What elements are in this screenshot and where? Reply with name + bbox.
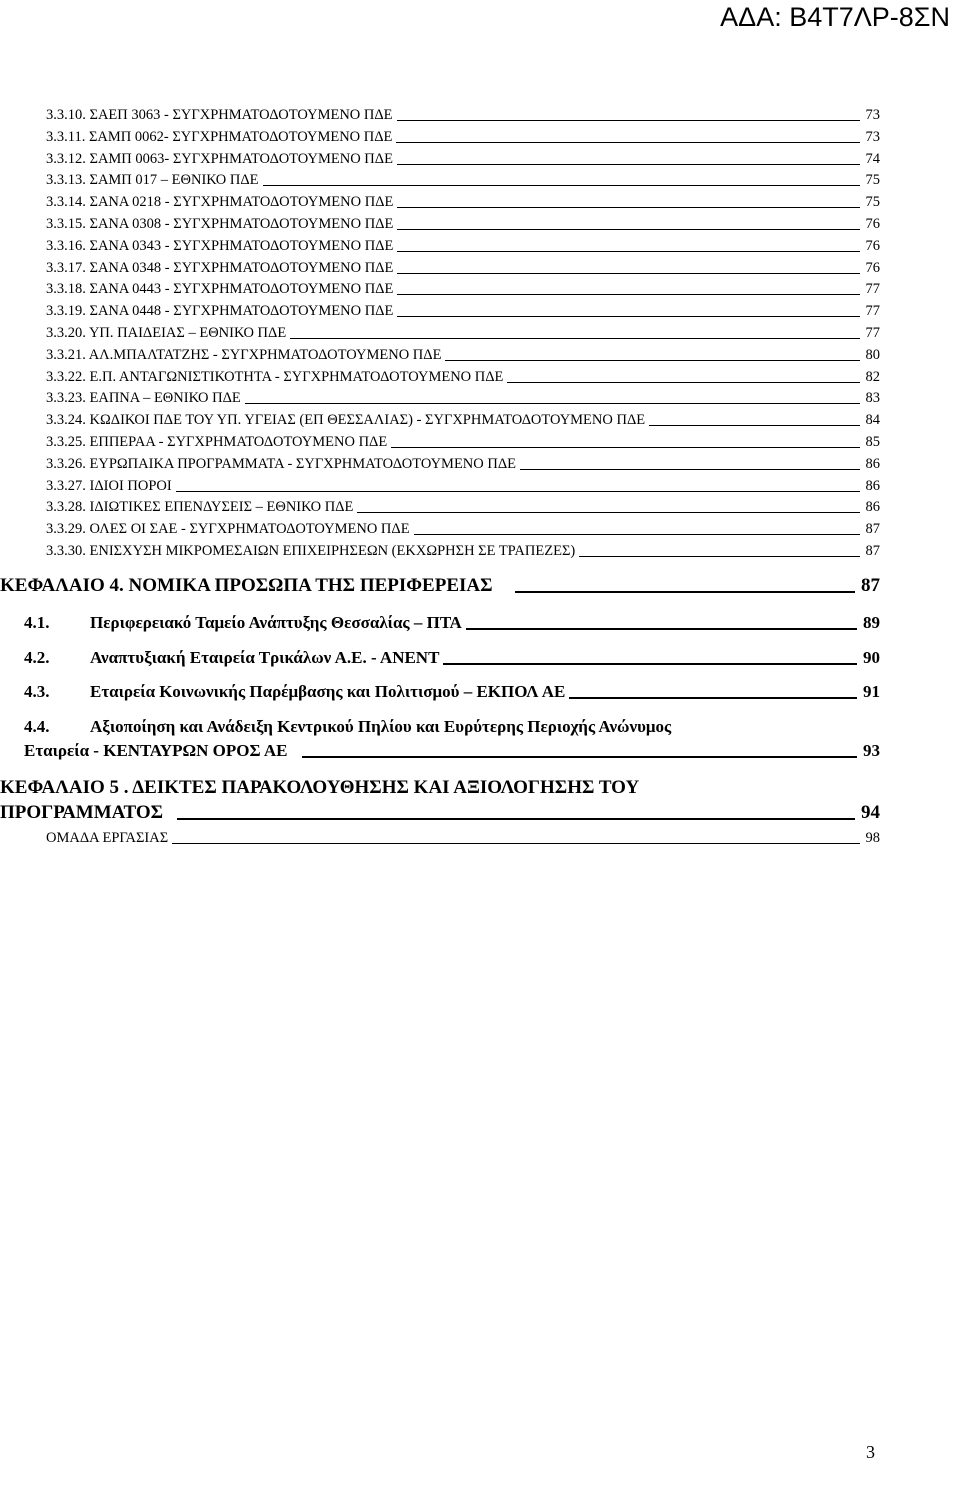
entry-title: 3.3.15. ΣΑΝΑ 0308 - ΣΥΓΧΡΗΜΑΤΟΔΟΤΟΥΜΕΝΟ ΠΔΕ: [46, 216, 394, 232]
page-number: 76: [865, 216, 880, 232]
leader-line: [396, 142, 859, 143]
section-label: [24, 612, 462, 634]
leader-line: [445, 360, 859, 361]
section-label: [24, 681, 565, 703]
section-title-line2: Εταιρεία - ΚΕΝΤΑΥΡΩΝ ΟΡΟΣ ΑΕ: [24, 741, 288, 760]
leader-line: [569, 697, 857, 699]
entry-title: 3.3.23. ΕΑΠΝΑ – ΕΘΝΙΚΟ ΠΔΕ: [46, 390, 241, 407]
leader-line: [177, 818, 855, 820]
leader-line: [302, 756, 857, 758]
leader-line: [397, 294, 859, 295]
leader-line: [515, 591, 855, 593]
toc-entry[interactable]: [46, 455, 880, 473]
footer-page-number: 3: [866, 1442, 875, 1462]
page-number: 75: [865, 194, 880, 211]
entry-title: 3.3.19. ΣΑΝΑ 0448 - ΣΥΓΧΡΗΜΑΤΟΔΟΤΟΥΜΕΝΟ ΠΔΕ: [46, 303, 394, 320]
toc-entry[interactable]: [46, 433, 880, 451]
toc-entry[interactable]: [46, 324, 880, 342]
chapter-title-line1: ΚΕΦΑΛΑΙΟ 5 . ΔΕΙΚΤΕΣ ΠΑΡΑΚΟΛΟΥΘΗΣΗΣ ΚΑΙ ΑΞΙΟΛΟΓΗΣΗΣ ΤΟΥ: [0, 777, 640, 798]
leader-line: [397, 229, 859, 230]
section-number: 4.1.: [24, 613, 50, 632]
page-number: 94: [861, 802, 880, 823]
leader-line: [397, 273, 859, 274]
leader-line: [245, 403, 860, 404]
entry-title: 3.3.20. ΥΠ. ΠΑΙΔΕΙΑΣ – ΕΘΝΙΚΟ ΠΔΕ: [46, 325, 287, 341]
page-number: 86: [865, 477, 880, 494]
leader-line: [263, 185, 860, 186]
toc-section[interactable]: [24, 681, 880, 703]
entry-title: 3.3.18. ΣΑΝΑ 0443 - ΣΥΓΧΡΗΜΑΤΟΔΟΤΟΥΜΕΝΟ ΠΔΕ: [46, 281, 394, 298]
section-label: [24, 647, 439, 669]
page-number: 86: [865, 455, 880, 472]
section-number: 4.3.: [24, 682, 50, 701]
page-number: 86: [865, 499, 880, 516]
page-number: 90: [863, 647, 880, 667]
entry-title: 3.3.29. ΟΛΕΣ ΟΙ ΣΑΕ - ΣΥΓΧΡΗΜΑΤΟΔΟΤΟΥΜΕΝΟ ΠΔΕ: [46, 521, 410, 538]
toc-entry[interactable]: [46, 477, 880, 495]
entry-title: 3.3.28. ΙΔΙΩΤΙΚΕΣ ΕΠΕΝΔΥΣΕΙΣ – ΕΘΝΙΚΟ ΠΔΕ: [46, 499, 354, 516]
page-number: 80: [865, 346, 880, 363]
section-title: Εταιρεία Κοινωνικής Παρέμβασης και Πολιτισμού – ΕΚΠΟΛ ΑΕ: [90, 682, 566, 701]
toc-section[interactable]: [24, 612, 880, 634]
toc-entry[interactable]: [46, 128, 880, 146]
chapter-title-line2: ΠΡΟΓΡΑΜΜΑΤΟΣ: [0, 802, 164, 823]
toc-entry[interactable]: [46, 520, 880, 538]
leader-line: [466, 628, 857, 630]
leader-line: [397, 316, 859, 317]
entry-title: 3.3.14. ΣΑΝΑ 0218 - ΣΥΓΧΡΗΜΑΤΟΔΟΤΟΥΜΕΝΟ ΠΔΕ: [46, 194, 394, 211]
page-number: 98: [865, 830, 880, 846]
page-number: 89: [863, 613, 880, 632]
page-number: 75: [865, 172, 880, 189]
leader-line: [290, 338, 859, 339]
toc-team[interactable]: [46, 829, 880, 847]
page-number: 82: [865, 368, 880, 385]
section-number: 4.4.: [24, 717, 50, 736]
entry-title: 3.3.13. ΣΑΜΠ 017 – ΕΘΝΙΚΟ ΠΔΕ: [46, 172, 259, 189]
page-number: 77: [865, 303, 880, 320]
entry-title: 3.3.30. ΕΝΙΣΧΥΣΗ ΜΙΚΡΟΜΕΣΑΙΩΝ ΕΠΙΧΕΙΡΗΣΕΩΝ (ΕΚΧΩΡΗΣΗ ΣΕ ΤΡΑΠΕΖΕΣ): [46, 543, 576, 559]
entry-title: 3.3.16. ΣΑΝΑ 0343 - ΣΥΓΧΡΗΜΑΤΟΔΟΤΟΥΜΕΝΟ ΠΔΕ: [46, 237, 394, 254]
toc-entry[interactable]: [46, 193, 880, 211]
page-number: 76: [865, 259, 880, 276]
leader-line: [397, 251, 859, 252]
team-title: ΟΜΑΔΑ ΕΡΓΑΣΙΑΣ: [46, 830, 169, 846]
page-number: 84: [865, 412, 880, 429]
chapter-title: ΚΕΦΑΛΑΙΟ 4. ΝΟΜΙΚΑ ΠΡΟΣΩΠΑ ΤΗΣ ΠΕΡΙΦΕΡΕΙΑΣ: [0, 575, 493, 596]
entry-title: 3.3.26. ΕΥΡΩΠΑΙΚΑ ΠΡΟΓΡΑΜΜΑΤΑ - ΣΥΓΧΡΗΜΑΤΟΔΟΤΟΥΜΕΝΟ ΠΔΕ: [46, 455, 517, 472]
leader-line: [391, 447, 859, 448]
toc-entry[interactable]: [46, 259, 880, 277]
toc-chapter-5-line1[interactable]: [0, 776, 639, 800]
leader-line: [649, 425, 859, 426]
entry-title: 3.3.17. ΣΑΝΑ 0348 - ΣΥΓΧΡΗΜΑΤΟΔΟΤΟΥΜΕΝΟ ΠΔΕ: [46, 259, 394, 276]
section-number: 4.2.: [24, 647, 50, 667]
toc-entry[interactable]: [46, 171, 880, 189]
toc-entry[interactable]: [46, 411, 880, 429]
entry-title: 3.3.27. ΙΔΙΟΙ ΠΟΡΟΙ: [46, 477, 172, 494]
toc-entry[interactable]: [46, 150, 880, 168]
entry-title: 3.3.24. ΚΩΔΙΚΟΙ ΠΔΕ ΤΟΥ ΥΠ. ΥΓΕΙΑΣ (ΕΠ ΘΕΣΣΑΛΙΑΣ) - ΣΥΓΧΡΗΜΑΤΟΔΟΤΟΥΜΕΝΟ ΠΔΕ: [46, 412, 646, 429]
page-number: 73: [865, 107, 880, 123]
page-number: 87: [861, 575, 880, 596]
leader-line: [443, 663, 857, 665]
entry-title: 3.3.22. Ε.Π. ΑΝΤΑΓΩΝΙΣΤΙΚΟΤΗΤΑ - ΣΥΓΧΡΗΜΑΤΟΔΟΤΟΥΜΕΝΟ ΠΔΕ: [46, 368, 504, 385]
section-title: Περιφερειακό Ταμείο Ανάπτυξης Θεσσαλίας – ΠΤΑ: [90, 613, 462, 632]
toc-section-4-4-line1[interactable]: [24, 716, 880, 738]
page-number: 83: [865, 390, 880, 407]
toc-entry[interactable]: [46, 542, 880, 560]
section-title: Αναπτυξιακή Εταιρεία Τρικάλων Α.Ε. - ΑΝΕΝΤ: [90, 647, 440, 667]
page-number: 93: [863, 741, 880, 760]
leader-line: [357, 512, 859, 513]
entry-title: 3.3.10. ΣΑΕΠ 3063 - ΣΥΓΧΡΗΜΑΤΟΔΟΤΟΥΜΕΝΟ ΠΔΕ: [46, 107, 393, 123]
page-number: 91: [863, 682, 880, 701]
entry-title: 3.3.21. ΑΛ.ΜΠΑΛΤΑΤΖΗΣ - ΣΥΓΧΡΗΜΑΤΟΔΟΤΟΥΜΕΝΟ ΠΔΕ: [46, 346, 442, 363]
page-number: 77: [865, 281, 880, 298]
toc-entry[interactable]: [46, 302, 880, 320]
page-number: 87: [865, 543, 880, 559]
toc-section[interactable]: [24, 647, 880, 669]
leader-line: [520, 469, 859, 470]
leader-line: [176, 491, 860, 492]
toc-entry[interactable]: [46, 215, 880, 233]
page-number: 76: [865, 237, 880, 254]
toc-chapter-4[interactable]: [0, 574, 880, 598]
toc-section-4-4-line2[interactable]: [24, 740, 880, 762]
entry-title: 3.3.12. ΣΑΜΠ 0063- ΣΥΓΧΡΗΜΑΤΟΔΟΤΟΥΜΕΝΟ ΠΔΕ: [46, 150, 393, 167]
toc-entry[interactable]: [46, 498, 880, 516]
toc-entry[interactable]: [46, 346, 880, 364]
page-number: 87: [865, 521, 880, 538]
page-number: 77: [865, 325, 880, 341]
page-number: 73: [865, 128, 880, 145]
entry-title: 3.3.25. ΕΠΠΕΡΑΑ - ΣΥΓΧΡΗΜΑΤΟΔΟΤΟΥΜΕΝΟ ΠΔΕ: [46, 434, 388, 450]
leader-line: [172, 843, 859, 844]
toc-entry[interactable]: [46, 237, 880, 255]
page-number: 74: [865, 150, 880, 167]
leader-line: [579, 556, 859, 557]
leader-line: [397, 120, 860, 121]
toc-entry[interactable]: [46, 368, 880, 386]
leader-line: [397, 164, 860, 165]
leader-line: [414, 534, 860, 535]
section-title-line1: Αξιοποίηση και Ανάδειξη Κεντρικού Πηλίου και Ευρύτερης Περιοχής Ανώνυμος: [90, 717, 672, 736]
toc-chapter-5-line2[interactable]: [0, 801, 880, 825]
entry-title: 3.3.11. ΣΑΜΠ 0062- ΣΥΓΧΡΗΜΑΤΟΔΟΤΟΥΜΕΝΟ ΠΔΕ: [46, 128, 393, 145]
ada-code: ΑΔΑ: Β4Τ7ΛΡ-8ΣΝ: [720, 2, 950, 32]
page-number: 85: [865, 434, 880, 450]
leader-line: [507, 382, 859, 383]
toc-entry[interactable]: [46, 106, 880, 124]
toc-entry[interactable]: [46, 389, 880, 407]
leader-line: [397, 207, 859, 208]
toc-entry[interactable]: [46, 280, 880, 298]
